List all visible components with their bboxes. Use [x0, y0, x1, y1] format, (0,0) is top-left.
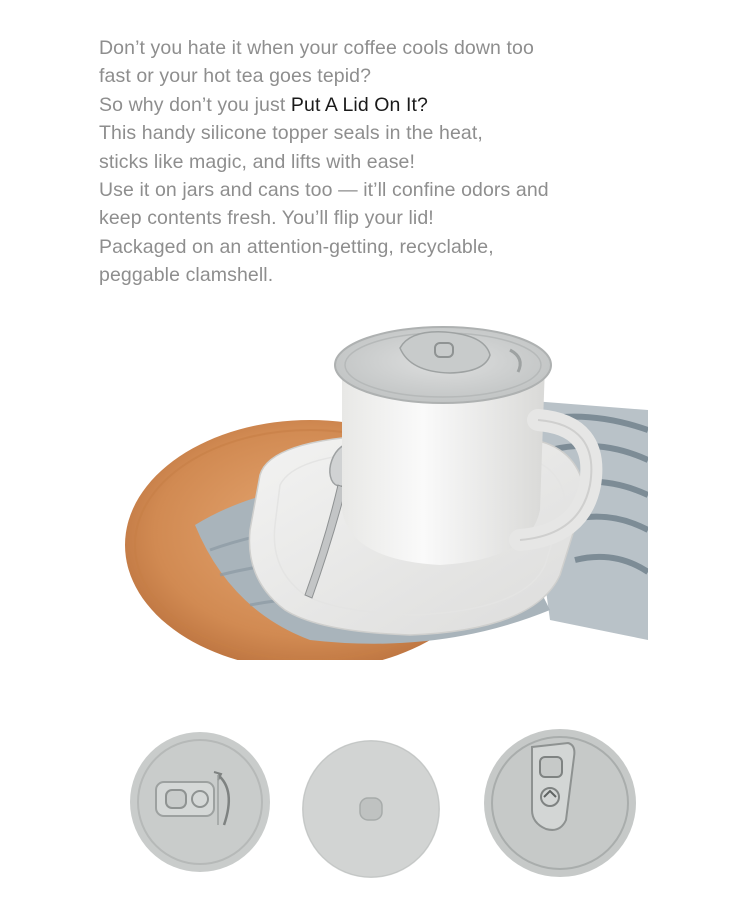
hero-product-photo: [80, 310, 648, 660]
description-line-2: fast or your hot tea goes tepid?: [99, 65, 372, 88]
description-line-9: peggable clamshell.: [99, 264, 274, 287]
lid-bottom-view-icon: [300, 738, 442, 880]
brand-name: Put A Lid On It?: [290, 93, 429, 116]
description-line-1: Don’t you hate it when your coffee cools down too: [99, 37, 534, 59]
lid-views-row: [80, 660, 648, 900]
description-line-4: This handy silicone topper seals in the heat,: [99, 122, 483, 145]
mug-with-silicone-lid-photo: [80, 310, 648, 660]
description-line-5: sticks like magic, and lifts with ease!: [99, 150, 416, 173]
description-line-7: keep contents fresh. You’ll flip your lid!: [99, 207, 434, 230]
lid-top-view-icon: [128, 730, 272, 874]
description-line-8: Packaged on an attention-getting, recyclable,: [99, 235, 494, 258]
description-line-3-prefix: So why don’t you just: [99, 93, 291, 116]
lid-angled-view-icon: [480, 725, 640, 880]
description-line-3: [99, 91, 619, 119]
description-line-6: Use it on jars and cans too — it’ll confine odors and: [99, 179, 549, 202]
product-description: [99, 34, 619, 290]
